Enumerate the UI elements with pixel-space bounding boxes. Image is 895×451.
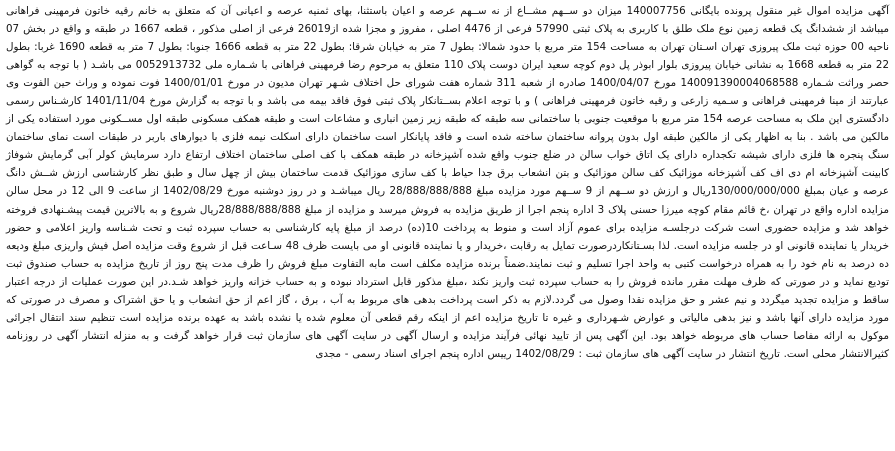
- auction-notice-text: آگهی مزایده اموال غیر منقول پرونده بایگانی 140007756 میزان دو ســهم مشــاع از نه ســهم عرصه و اعیان باستثنا، بهای ثمنیه عرصه و اعیانی آن که متعلق به خانم رقیه خاتون فرمهینی فراهانی میباشد از ششدانگ یک قطعه زمین نوع ملک طلق با کاربری به پلاک ثبتی 57990 فرعی از 4476 اصلی ، مفروز و مجزا شده از26019 فرعی از اصلی مذکور ، قطعه 1667 در طبقه و واقع در بخش 07 ناحیه 00 حوزه ثبت ملک پیروزی تهران اسـتان تهران به مساحت 154 متر مربع با حدود شمالا: بطول 7 متر به خیابان شرقا: بطول 22 متر به قطعه 1666 جنوبا: بطول 7 متر به قطعه 1690 غربا: بطول 22 متر به قطعه 1668 به نشانی خیابان پیروزی بلوار ابوذر پل دوم کوچه سعید ایران دوست پلاک 110 متعلق به مرحوم رضا فرمهینی فراهانی با شـماره ملی 0052913732 می باشـد ( با توجه به گواهی حصر وراثت شـماره 14009139000406858​8 مورخ 1400/04/07 صادره از شعبه 311 شماره هفت شورای حل اختلاف شـهر تهران مدیون در مورخ 1400/01/01 فوت نموده و وراث حین الفوت وی عبارتند از مینا فرمهینی فراهانی و سـمیه زارعی و رقیه خاتون فرمهینی فراهانی ) و با توجه اعلام بســتانکار پلاک ثبتی فوق فاقد بیمه می باشد و با توجه به گزارش مورخ 1401/11/04 کارشـناس رسمی دادگستری این ملک به مساحت عرصه 154 متر مربع با موقعیت جنوبی با ساختمانی سه طبقه که طبقه زیر زمین انباری و مشاعات است و طبقه همکف مسکونی طبقه اول مســکونی مورد استفاده یکی از مالکین می باشد . بنا به اظهار یکی از مالکین طبقه اول بدون پروانه ساختمان ساخته شده است و فاقد پایانکار است ساختمان دارای اسکلت نیمه فلزی با دیوارهای باربر در طبقات است نمای ساختمان سنگ پنجره ها فلزی دارای شیشه تکجداره دارای یک اتاق خواب سالن در ضلع جنوب واقع شده آشپزخانه در طبقه همکف با کف اصلی ساختمان اختلاف ارتفاع دارد سرمایش کولر آبی گرمایش شوفاژ کابینت آشپزخانه ام دی اف کف آشپزخانه موزائیک کف سالن موزائیک و بتن انشعاب برق جدا حیاط با کف سازی موزائیک قدمت ساختمان بیش از چهل سال و طبق نظر کارشناسی ارزش شــش دانگ عرصه و عیان بمبلغ 130/000/000/000ریال و ارزش دو ســهم از 9 ســهم مورد مزایده مبلغ 28/888/888/888 ریال میباشـد و در روز دوشنبه مورخ 1402/08/29 از ساعت 9 الی 12 در محل سالن مزایده اداره واقع در تهران ،خ قائم مقام کوچه میرزا حسنی پلاک 3 اداره پنجم اجرا از طریق مزایده به فروش میرسد و مزایده از مبلغ 28/888/888/888ریال شروع و به بالاترین قیمت پیشـنهادی فروخته خواهد شد و مزایده حضوری است شرکت درجلسـه مزایده برای عموم آزاد است و منوط به پرداخت 10(ده) درصد از مبلغ پایه کارشناسی به حساب سپرده ثبت و تحت شـناسه واریز اعلامی و حضور خریدار یا نماینده قانونی او در جلسه مزایده است. لذا بسـتانکاردرصورت تمایل به رقابت ،خریدار و یا نماینده قانونی او می بایست ظرف 48 سـاعت قبل از شروع وقت مزایده اصل فیش واریزی مبلغ ودیعه ده درصد به نام خود را به همراه درخواست کتبی به واحد اجرا تسلیم و ثبت نمایند.ضمناً برنده مزایده مکلف است مابه التفاوت مبلغ فروش را ظرف مدت پنج روز از تاریخ مزایده به حساب صندوق ثبت تودیع نماید و در صورتی که ظرف مهلت مقرر مانده فروش را به حساب سپرده ثبت واریز نکند ،مبلغ مذکور قابل استرداد نبوده و به حساب خزانه واریز خواهد شـد.در این صورت عملیات از درجه اعتبار ساقط و مزایده تجدید میگردد و نیم عشر و حق مزایده نقدا وصول می گردد.لازم به ذکر است پرداخت بدهی های مربوط به آب ، برق ، گاز اعم از حق انشعاب و یا حق اشتراک و مصرف در صورتی که مورد مزایده دارای آنها باشد و نیز بدهی مالیاتی و عوارض شـهرداری و غیره تا تاریخ مزایده اعم از اینکه رقم قطعی آن معلوم شده یا نشده باشد به عهده برنده مزایده است تنظیم سند انتقال اجرائی موکول به ارائه مفاصا حساب های مربوطه خواهد بود. این آگهی پس از تایید نهائی فرآیند مزایده و ارسال آگهی در سایت آگهی های سازمان ثبت قرار خواهد گرفت و به منزله انتشار آگهی در روزنامه کثیرالانتشار محلی است. تاریخ انتشار در سایت آگهی های سازمان ثبت : 1402/08/29 رییس اداره پنجم اجرای اسناد رسمی - مجدی: [6, 5, 889, 360]
